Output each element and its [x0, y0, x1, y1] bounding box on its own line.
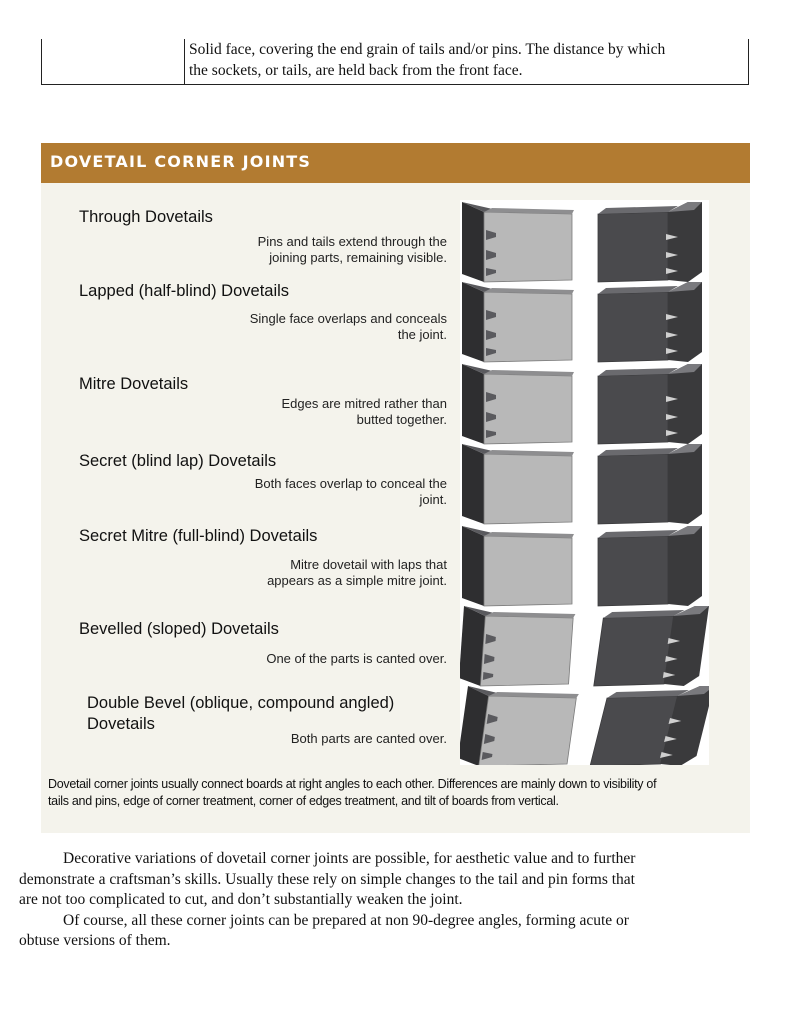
desc-line: One of the parts is canted over.: [266, 651, 447, 666]
bevelled-dovetail-back-image: [594, 606, 709, 686]
desc-line: appears as a simple mitre joint.: [267, 573, 447, 588]
desc-line: Both faces overlap to conceal the: [254, 476, 447, 491]
bevelled-dovetail-front-image: [460, 606, 576, 686]
desc-line: joint.: [419, 492, 447, 507]
joint-illustrations: [460, 200, 709, 765]
joint-desc-secret: [255, 476, 447, 508]
double-bevel-dovetail-back-image: [590, 686, 709, 765]
joint-desc-secret-mitre: [267, 557, 447, 589]
joint-name-bevelled: Bevelled (sloped) Dovetails: [79, 620, 279, 638]
mitre-dovetail-back-image: [598, 364, 702, 444]
joint-name-secret-mitre: Secret Mitre (full-blind) Dovetails: [79, 527, 318, 545]
joint-name-line: Dovetails: [87, 715, 155, 733]
secret-dovetail-back-image: [598, 444, 702, 524]
joint-desc-mitre: [282, 396, 447, 428]
desc-line: Edges are mitred rather than: [281, 396, 447, 411]
desc-line: Mitre dovetail with laps that: [290, 557, 447, 572]
body-text: [19, 849, 751, 952]
body-paragraph: [19, 849, 751, 911]
panel-title: DOVETAIL CORNER JOINTS: [50, 152, 312, 171]
body-line: are not too complicated to cut, and don’t substantially weaken the joint.: [19, 891, 463, 908]
joint-desc-lapped: [250, 311, 447, 343]
desc-line: Pins and tails extend through the: [257, 234, 447, 249]
desc-line: butted together.: [356, 412, 447, 427]
caption-line: tails and pins, edge of corner treatment, corner of edges treatment, and tilt of boards from vertical.: [48, 794, 559, 808]
body-paragraph: [19, 911, 751, 952]
through-dovetail-front-image: [462, 202, 574, 282]
lapped-dovetail-back-image: [598, 282, 702, 362]
joint-desc-through: [258, 234, 447, 266]
joint-desc-double-bevel: [291, 731, 447, 747]
table-term-cell: [42, 39, 185, 84]
joint-illustrations-svg: [460, 200, 709, 765]
joint-name-double-bevel: [87, 693, 394, 735]
definition-line: the sockets, or tails, are held back from the front face.: [189, 62, 523, 79]
panel-header: [41, 143, 750, 183]
double-bevel-dovetail-front-image: [460, 686, 580, 765]
desc-line: the joint.: [397, 327, 447, 342]
secret-mitre-dovetail-back-image: [598, 526, 702, 606]
mitre-dovetail-front-image: [462, 364, 574, 444]
dovetail-joints-panel: [41, 143, 750, 833]
joint-name-secret: Secret (blind lap) Dovetails: [79, 452, 277, 470]
through-dovetail-back-image: [598, 202, 702, 282]
body-line: demonstrate a craftsman’s skills. Usually these rely on simple changes to the tail and pin forms that: [19, 870, 635, 888]
joint-desc-bevelled: [266, 651, 447, 667]
body-line: Decorative variations of dovetail corner joints are possible, for aesthetic value and to further: [63, 850, 636, 867]
definition-table: [41, 39, 749, 85]
desc-line: Both parts are canted over.: [290, 731, 447, 746]
desc-line: Single face overlaps and conceals: [249, 311, 447, 326]
joint-name-mitre: Mitre Dovetails: [79, 375, 189, 393]
joint-name-line: Double Bevel (oblique, compound angled): [87, 694, 395, 712]
desc-line: joining parts, remaining visible.: [269, 250, 447, 265]
joint-name-through: Through Dovetails: [79, 208, 213, 226]
panel-caption: [48, 776, 748, 810]
caption-line: Dovetail corner joints usually connect boards at right angles to each other. Differences are mainly down to visibility of: [48, 777, 657, 791]
body-line: obtuse versions of them.: [19, 932, 171, 949]
joint-name-lapped: Lapped (half-blind) Dovetails: [79, 282, 290, 300]
definition-line: Solid face, covering the end grain of tails and/or pins. The distance by which: [189, 41, 666, 58]
secret-mitre-dovetail-front-image: [462, 526, 574, 606]
lapped-dovetail-front-image: [462, 282, 574, 362]
table-definition-cell: [189, 39, 740, 81]
body-line: Of course, all these corner joints can be prepared at non 90-degree angles, forming acute or: [63, 911, 629, 929]
secret-dovetail-front-image: [462, 444, 574, 524]
